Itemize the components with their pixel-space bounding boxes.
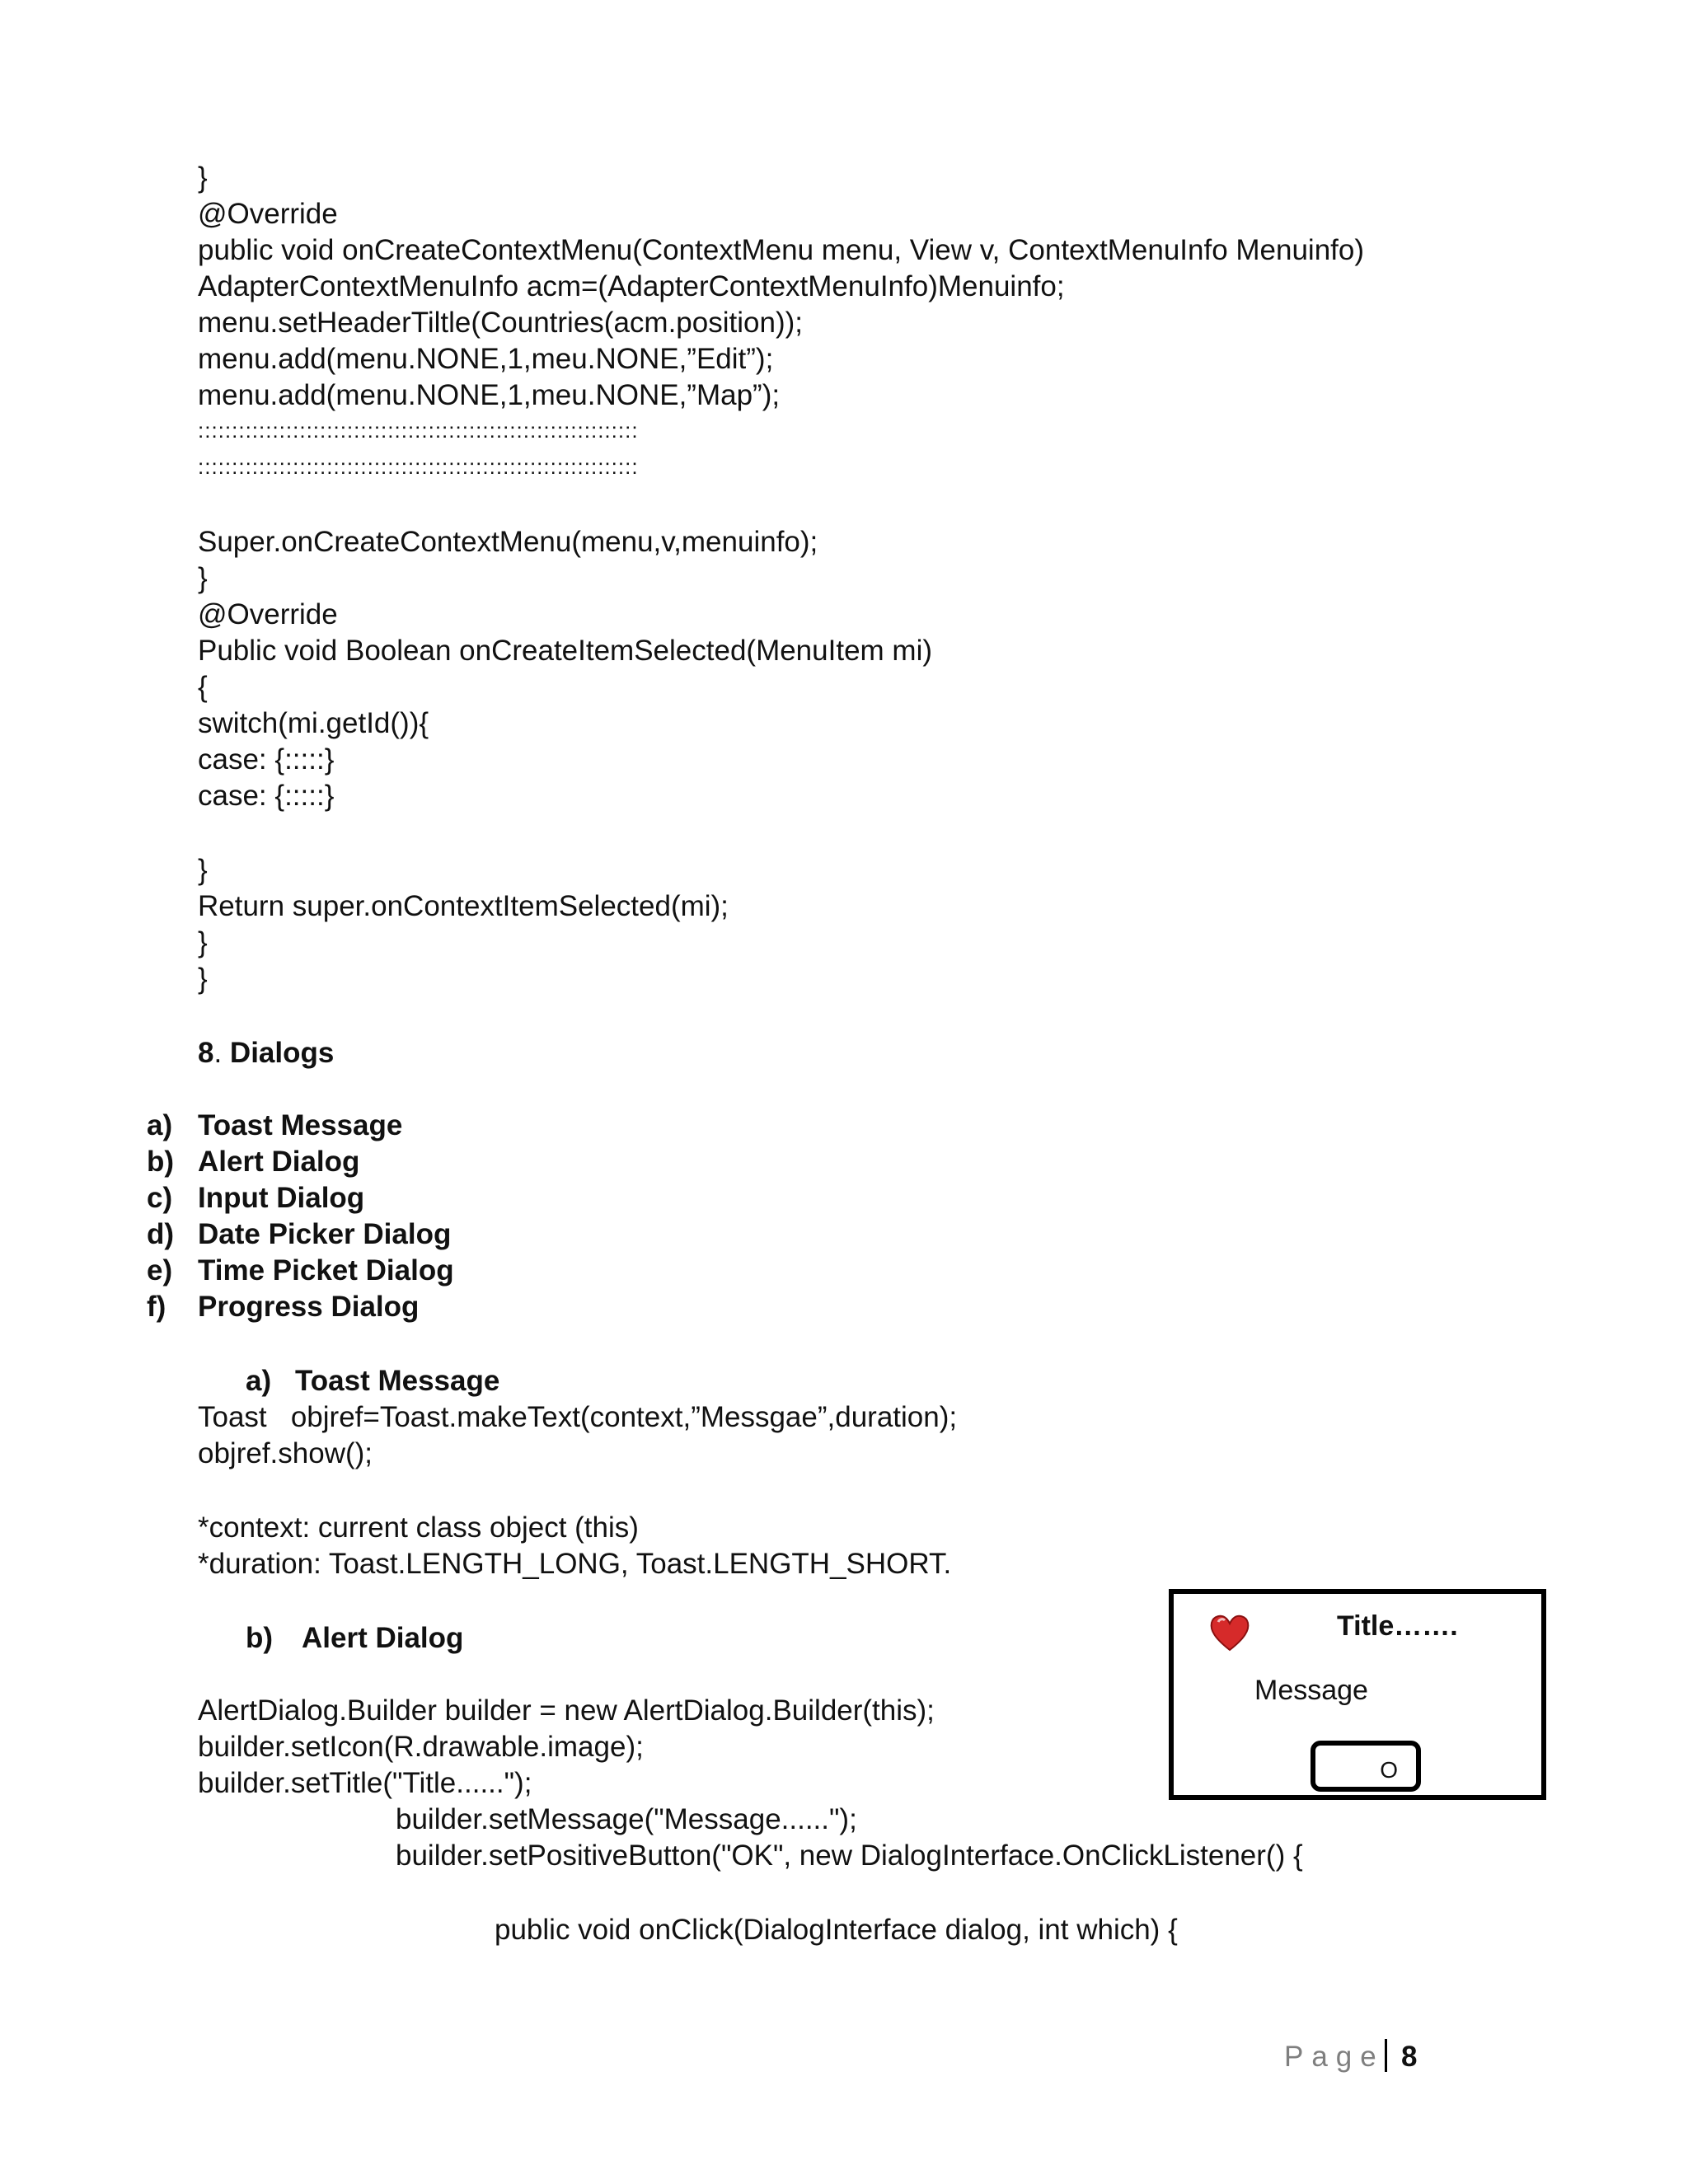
dialog-title: Title…….	[1337, 1610, 1458, 1642]
code-line: objref.show();	[198, 1437, 373, 1469]
list-marker: d)	[147, 1218, 175, 1250]
code-line: }	[198, 926, 208, 958]
code-line: public void onCreateContextMenu(ContextMenu menu, View v, ContextMenuInfo Menuinfo)	[198, 234, 1365, 266]
code-line: {	[198, 671, 208, 703]
page-number: 8	[1401, 2041, 1418, 2073]
section-heading	[198, 1035, 334, 1071]
list-marker: e)	[147, 1254, 173, 1286]
dialog-message: Message	[1254, 1675, 1368, 1706]
code-line: builder.setMessage("Message......");	[396, 1803, 857, 1835]
list-marker: b)	[147, 1146, 175, 1178]
list-item-label: Input Dialog	[198, 1182, 365, 1214]
code-line: case: {:::::}	[198, 780, 335, 812]
code-line: @Override	[198, 598, 338, 630]
code-line: case: {:::::}	[198, 743, 335, 776]
note-line: *duration: Toast.LENGTH_LONG, Toast.LENGTH_SHORT.	[198, 1548, 952, 1580]
section-number: 8	[198, 1037, 214, 1069]
subsection-heading: Alert Dialog	[302, 1622, 464, 1654]
list-marker: f)	[147, 1291, 166, 1323]
code-line: Toast objref=Toast.makeText(context,”Messgae”,duration);	[198, 1401, 958, 1433]
code-line: builder.setIcon(R.drawable.image);	[198, 1731, 644, 1763]
page-label: Page	[1284, 2041, 1385, 2073]
code-line: builder.setPositiveButton("OK", new DialogInterface.OnClickListener() {	[396, 1840, 1303, 1872]
code-line: menu.add(menu.NONE,1,meu.NONE,”Edit”);	[198, 343, 774, 375]
code-line: Public void Boolean onCreateItemSelected(MenuItem mi)	[198, 635, 932, 667]
subsection-marker: a)	[246, 1365, 272, 1397]
heart-icon	[1207, 1609, 1253, 1655]
list-item-label: Alert Dialog	[198, 1146, 360, 1178]
list-item-label: Time Picket Dialog	[198, 1254, 454, 1286]
code-line: }	[198, 854, 208, 886]
subsection-marker: b)	[246, 1622, 274, 1654]
list-item-label: Progress Dialog	[198, 1291, 420, 1323]
section-dot: .	[213, 1037, 223, 1069]
code-line: }	[198, 963, 208, 995]
footer-divider	[1385, 2039, 1387, 2072]
code-line: switch(mi.getId()){	[198, 707, 429, 739]
code-line: Super.onCreateContextMenu(menu,v,menuinfo);	[198, 526, 818, 558]
code-line: }	[198, 562, 208, 594]
code-line: menu.setHeaderTiltle(Countries(acm.position));	[198, 307, 803, 339]
code-line: }	[198, 162, 208, 194]
list-item-label: Date Picker Dialog	[198, 1218, 452, 1250]
code-line: @Override	[198, 198, 338, 230]
code-line: public void onClick(DialogInterface dialog, int which) {	[495, 1914, 1178, 1946]
list-marker: c)	[147, 1182, 173, 1214]
code-line: AlertDialog.Builder builder = new AlertDialog.Builder(this);	[198, 1694, 935, 1727]
code-line: Return super.onContextItemSelected(mi);	[198, 890, 729, 922]
list-item-label: Toast Message	[198, 1109, 403, 1141]
dialog-button-label: O	[1380, 1757, 1398, 1783]
dialog-ok-button[interactable]	[1311, 1741, 1421, 1792]
code-line: menu.add(menu.NONE,1,meu.NONE,”Map”);	[198, 379, 781, 411]
code-line: :::::::::::::::::::::::::::::::::::::::::::::::::::::::::::::::::	[198, 418, 639, 443]
list-marker: a)	[147, 1109, 173, 1141]
code-line: builder.setTitle("Title......");	[198, 1767, 532, 1799]
code-line: :::::::::::::::::::::::::::::::::::::::::::::::::::::::::::::::::	[198, 454, 639, 479]
subsection-heading: Toast Message	[295, 1365, 500, 1397]
note-line: *context: current class object (this)	[198, 1511, 639, 1544]
section-title: Dialogs	[222, 1037, 335, 1069]
alert-dialog-mockup	[1169, 1589, 1546, 1800]
code-line: AdapterContextMenuInfo acm=(AdapterContextMenuInfo)Menuinfo;	[198, 270, 1065, 302]
